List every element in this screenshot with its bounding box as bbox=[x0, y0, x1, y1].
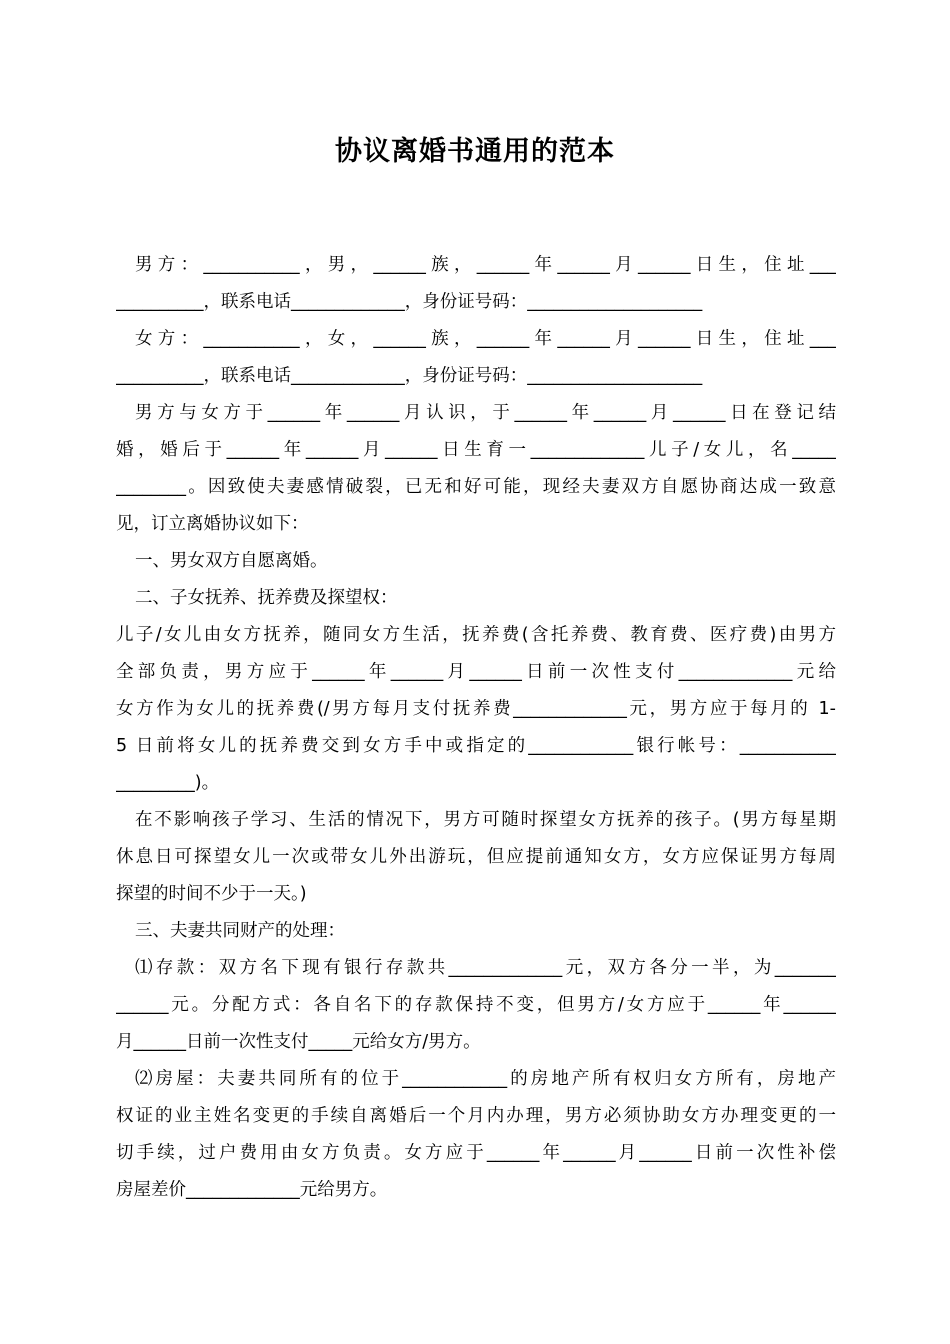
document-line: _________)。 bbox=[116, 773, 220, 793]
document-line: ______元。分配方式：各自名下的存款保持不变，但男方/女方应于______年______ bbox=[116, 995, 836, 1015]
document-line: 婚，婚后于______年______月______日生育一_____________儿子/女儿，名_____ bbox=[116, 440, 836, 460]
document-line: 女方：___________，女，______族，______年______月______日生，住址___ bbox=[135, 329, 836, 349]
document-line: 月______日前一次性支付_____元给女方/男方。 bbox=[116, 1032, 481, 1052]
document-line: 一、男女双方自愿离婚。 bbox=[135, 551, 328, 571]
document-line: ________。因致使夫妻感情破裂，已无和好可能，现经夫妻双方自愿协商达成一致意 bbox=[116, 477, 836, 497]
document-line: 切手续，过户费用由女方负责。女方应于______年______月______日前一次性补偿 bbox=[116, 1143, 836, 1163]
document-line: 在不影响孩子学习、生活的情况下，男方可随时探望女方抚养的孩子。(男方每星期 bbox=[135, 810, 836, 830]
document-body bbox=[116, 247, 836, 1209]
document-line: 5 日前将女儿的抚养费交到女方手中或指定的____________银行帐号：___________ bbox=[116, 736, 836, 756]
document-line: 三、夫妻共同财产的处理： bbox=[135, 921, 345, 941]
document-line: 儿子/女儿由女方抚养，随同女方生活，抚养费(含托养费、教育费、医疗费)由男方 bbox=[116, 625, 836, 645]
document-line: 全部负责，男方应于______年______月______日前一次性支付_____________元给 bbox=[116, 662, 836, 682]
document-line: ⑵房屋：夫妻共同所有的位于____________的房地产所有权归女方所有，房地产 bbox=[135, 1069, 836, 1089]
document-title: 协议离婚书通用的范本 bbox=[335, 136, 615, 167]
document-line: 休息日可探望女儿一次或带女儿外出游玩，但应提前通知女方，女方应保证男方每周 bbox=[116, 847, 836, 867]
document-line: 房屋差价_____________元给男方。 bbox=[116, 1180, 388, 1200]
document-line: 男方：___________，男，______族，______年______月______日生，住址___ bbox=[135, 255, 836, 275]
document-line: 见，订立离婚协议如下： bbox=[116, 514, 309, 534]
document-line: 权证的业主姓名变更的手续自离婚后一个月内办理，男方必须协助女方办理变更的一 bbox=[116, 1106, 836, 1126]
document-line: __________，联系电话_____________，身份证号码：____________________ bbox=[116, 292, 703, 312]
document-line: 探望的时间不少于一天。) bbox=[116, 884, 307, 904]
document-line: 二、子女抚养、抚养费及探望权： bbox=[135, 588, 398, 608]
document-line: 女方作为女儿的抚养费(/男方每月支付抚养费_____________元，男方应于每月的 1- bbox=[116, 699, 836, 719]
document-line: __________，联系电话_____________，身份证号码：____________________ bbox=[116, 366, 703, 386]
document-line: ⑴存款：双方名下现有银行存款共_____________元，双方各分一半，为_______ bbox=[135, 958, 836, 978]
document-line: 男方与女方于______年______月认识，于______年______月______日在登记结 bbox=[135, 403, 836, 423]
